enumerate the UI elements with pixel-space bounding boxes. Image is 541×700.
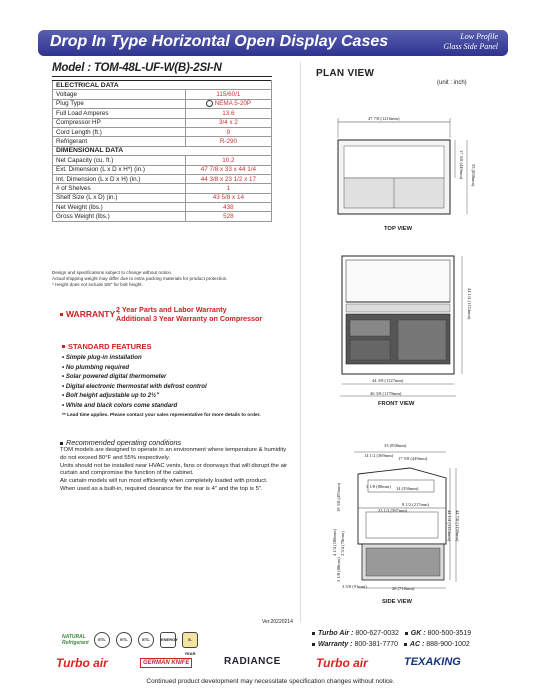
table-row: Net Capacity (cu. ft.) 10.2 <box>53 156 272 165</box>
side-view-caption: SIDE VIEW <box>382 599 412 605</box>
table-row: Full Load Amperes 13.6 <box>53 109 272 118</box>
contacts <box>312 628 471 650</box>
side-l-dim: 28 (710mm) <box>392 586 415 591</box>
table-row: Net Weight (lbs.) 438 <box>53 203 272 212</box>
side-i-dim: 2 3/4 (70mm) <box>340 531 345 556</box>
brand-logo-radiance: RADIANCE <box>224 656 281 667</box>
footer-note: Continued product development may necessitate specification changes without notice. <box>146 678 395 685</box>
warranty-badge-icon: 5-YEAR <box>182 632 198 648</box>
front-width-dim: 46 3/8 (1179mm) <box>370 391 402 396</box>
warranty-line2: Additional 3 Year Warranty on Compressor <box>116 314 263 323</box>
recommended-body: TOM models are designed to operate in an environment where temperature & humidity do not exceed 80°F and 55% respectively. Units should not be installed near HVAC vents, fans or doorways that will disrupt the air curtain and compromise the function of the cabinet. Air curtain models will run most efficiently when completely loaded with product. When used as a built-in, required clearance for the rear is 4" and the top is 5". <box>60 447 288 492</box>
top-view-caption: TOP VIEW <box>384 226 413 232</box>
list-item: • Bolt height adjustable up to 2½" <box>62 392 160 400</box>
side-view-drawing <box>350 448 460 598</box>
header-subtitle <box>443 32 498 52</box>
model-underline <box>52 76 272 77</box>
plug-icon <box>206 100 213 107</box>
etl-listed-icon: ETL <box>138 632 154 648</box>
table-row: Int. Dimension (L x D x H) (in.) 44 3/8 x 23 1/2 x 17 <box>53 174 272 183</box>
etl-icon: ETL <box>94 632 110 648</box>
front-height-dim: 44 1/4 (1124mm) <box>467 288 472 320</box>
brand-logo-turbo-air: Turbo air <box>56 656 108 670</box>
side-j-dim: 3 1/8 (80mm) <box>336 557 341 582</box>
list-item: • No plumbing required <box>62 363 130 371</box>
side-d-dim: 14 (356mm) <box>396 486 419 491</box>
side-a-dim: 14 1/2 (369mm) <box>364 453 394 458</box>
brand-logos <box>56 656 496 672</box>
side-m-dim: 44 1/4 (1124mm) <box>447 510 452 542</box>
plan-view-title: PLAN VIEW <box>316 68 375 79</box>
front-view-caption: FRONT VIEW <box>378 401 415 407</box>
natural-refrigerant-icon: NATURAL Refrigerant <box>62 634 89 646</box>
version-label: Ver.20220214 <box>262 619 293 625</box>
model-number: Model : TOM-48L-UF-W(B)-2SI-N <box>52 62 222 74</box>
side-b-dim: 17 5/8 (449mm) <box>398 456 428 461</box>
brand-logo-turbo-air-2: Turbo air <box>316 656 368 670</box>
table-row: Cord Length (ft.) 9 <box>53 127 272 136</box>
top-width-dim: 47 7/8 (1216mm) <box>368 116 400 121</box>
warranty-line1: 2 Year Parts and Labor Warranty <box>116 305 227 314</box>
spec-notes: Design and specifications subject to change without notice. Actual shipping weight may differ due to extra packing materials for product protection. * Height does not include 5/8" for bolt height. <box>52 270 228 287</box>
table-row: Voltage 115/60/1 <box>53 90 272 99</box>
contact-row: Warranty : 800-381-7770 AC : 888-900-1002 <box>312 639 471 650</box>
header-banner <box>38 30 508 56</box>
side-e-dim: 19 3/8 (493mm) <box>336 482 341 512</box>
table-row: Gross Weight (lbs.) 528 <box>53 212 272 221</box>
unit-note: (unit : inch) <box>437 80 467 86</box>
dimensional-heading: DIMENSIONAL DATA <box>53 146 272 155</box>
top-depth-dim: 33 (838mm) <box>471 164 476 187</box>
electrical-heading: ELECTRICAL DATA <box>53 81 272 90</box>
list-item: • Digital electronic thermostat with defrost control <box>62 382 207 390</box>
column-divider <box>300 62 301 622</box>
table-row: Refrigerant R-290 <box>53 137 272 146</box>
side-h-dim: 4 1/4 (108mm) <box>332 529 337 556</box>
list-item: • Solar powered digital thermometer <box>62 373 167 381</box>
top-depth-inner-dim: 17 5/8 (449mm) <box>459 150 464 180</box>
energy-icon: ENERGY <box>160 632 176 648</box>
side-f-dim: 23 1/2 (597mm) <box>378 508 408 513</box>
brand-logo-texaking: TEXAKING <box>404 656 461 668</box>
side-g-dim: 8 1/2 (217mm) <box>402 502 429 507</box>
standard-features-heading: STANDARD FEATURES <box>62 342 151 351</box>
brand-logo-german-knife: GERMAN KNIFE <box>140 658 192 668</box>
page-title: Drop In Type Horizontal Open Display Cases <box>50 33 389 50</box>
spec-table <box>52 80 272 222</box>
top-view-drawing <box>330 118 470 228</box>
table-row: Ext. Dimension (L x D x H*) (in.) 47 7/8 x 33 x 44 1/4 <box>53 165 272 174</box>
subtitle-line2: Glass Side Panel <box>443 42 498 51</box>
list-item: • White and black colors come standard <box>62 401 178 409</box>
subtitle-line1: Low Profile <box>460 32 498 41</box>
recommended-heading: Recommended operating conditions <box>60 438 181 447</box>
side-c-dim: 3 1/8 (80mm) <box>366 484 391 489</box>
side-k-dim: 3 5/8 (91mm) <box>342 584 367 589</box>
warranty-label: WARRANTY : <box>60 309 120 319</box>
side-n-dim: 44 7/8 (1139mm) <box>455 510 460 542</box>
side-width-dim: 33 (838mm) <box>384 443 407 448</box>
certification-logos <box>62 632 262 656</box>
etl-sanitation-icon: ETL <box>116 632 132 648</box>
table-row: Shelf Size (L x D) (in.) 43 5/8 x 14 <box>53 193 272 202</box>
front-inner-width-dim: 44 3/8 (1127mm) <box>372 378 404 383</box>
list-item: • Simple plug-in installation <box>62 354 142 361</box>
contact-row: Turbo Air : 800-627-0032 GK : 800-500-3519 <box>312 628 471 639</box>
standard-features-list <box>62 353 207 411</box>
front-view-drawing <box>338 256 468 406</box>
lead-time-note: ** Lead time applies. Please contact your sales representative for more details to order. <box>62 413 261 418</box>
table-row: # of Shelves 1 <box>53 184 272 193</box>
table-row: Compressor HP 3/4 x 2 <box>53 118 272 127</box>
table-row: Plug Type NEMA 5-20P <box>53 99 272 108</box>
